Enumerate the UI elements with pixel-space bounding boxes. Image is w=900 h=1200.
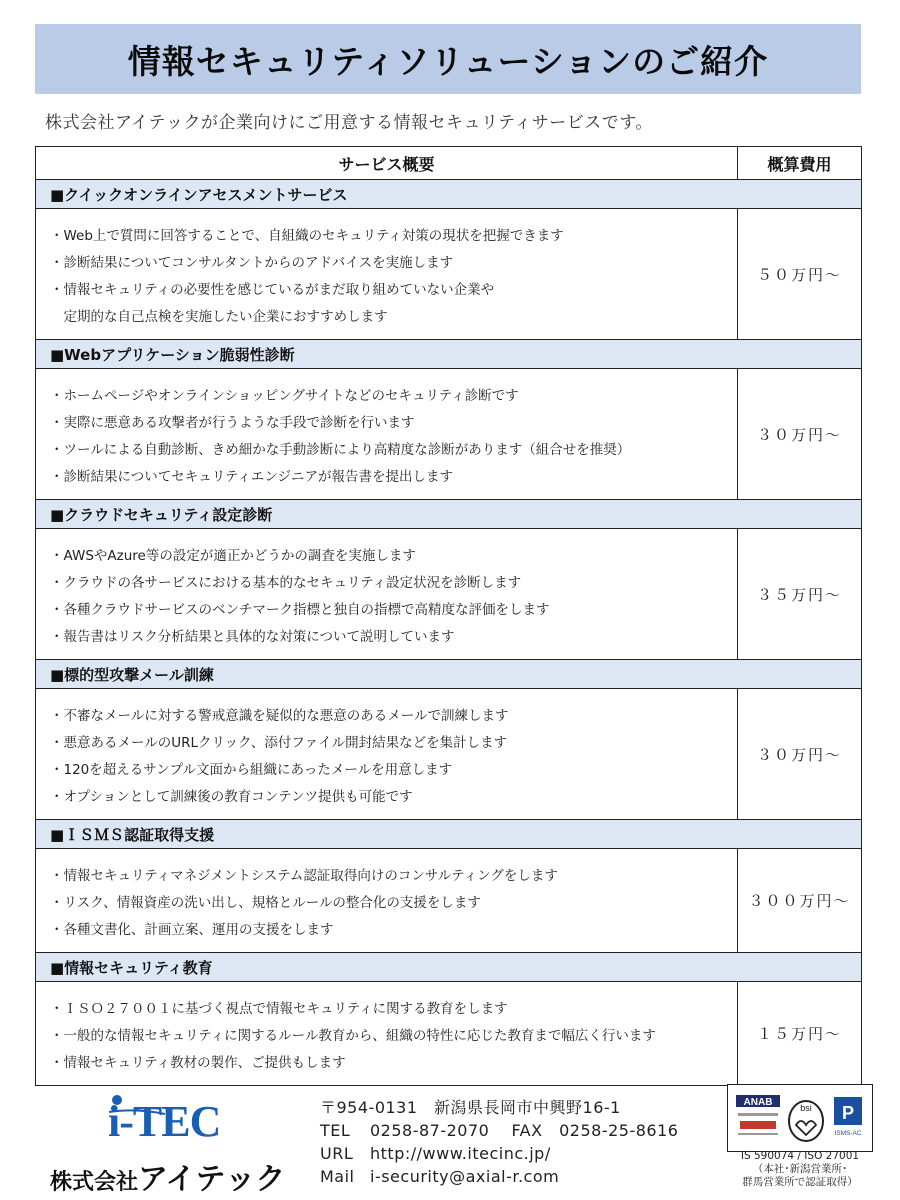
- anab-mark-text: ANAB: [743, 1097, 773, 1108]
- page-subtitle: 株式会社アイテックが企業向けにご用意する情報セキュリティサービスです。: [45, 113, 653, 133]
- service-table-body: [36, 180, 862, 1086]
- description-line: ・報告書はリスク分析結果と具体的な対策について説明しています: [50, 629, 455, 645]
- section-price: １５万円〜: [738, 982, 862, 1086]
- cert-line-2: （本社･新潟営業所･: [752, 1163, 848, 1175]
- description-line: ・ホームページやオンラインショッピングサイトなどのセキュリティ診断です: [50, 388, 519, 404]
- section-body-row: [36, 849, 862, 953]
- description-line: ・一般的な情報セキュリティに関するルール教育から、組織の特性に応じた教育まで幅広く行います: [50, 1028, 656, 1044]
- description-line: 定期的な自己点検を実施したい企業におすすめします: [50, 309, 388, 325]
- title-bar: [35, 24, 861, 94]
- section-price: ３０万円〜: [738, 689, 862, 820]
- section-body-row: [36, 689, 862, 820]
- tel-label: TEL: [320, 1121, 351, 1140]
- section-price: ３００万円〜: [738, 849, 862, 953]
- tel-fax-line: [320, 1119, 678, 1142]
- email-link[interactable]: i-security@axial-r.com: [370, 1167, 560, 1186]
- company-main-name: アイテック: [138, 1162, 286, 1197]
- contact-block: [320, 1096, 678, 1188]
- section-description: [36, 529, 738, 660]
- section-title: ■Webアプリケーション脆弱性診断: [36, 340, 862, 369]
- section-price: ３０万円〜: [738, 369, 862, 500]
- mail-label: Mail: [320, 1167, 355, 1186]
- section-body-row: [36, 529, 862, 660]
- section-title: ■ＩＳＭＳ認証取得支援: [36, 820, 862, 849]
- description-line: ・不審なメールに対する警戒意識を疑似的な悪意のあるメールで訓練します: [50, 708, 509, 724]
- certification-logos: [727, 1084, 873, 1152]
- service-table: [35, 146, 862, 1086]
- description-line: ・情報セキュリティマネジメントシステム認証取得向けのコンサルティングをします: [50, 868, 558, 884]
- fax-number: 0258-25-8616: [559, 1121, 679, 1140]
- mail-line: [320, 1165, 678, 1188]
- section-price: ５０万円〜: [738, 209, 862, 340]
- section-header-row: [36, 953, 862, 982]
- svg-text:P: P: [841, 1103, 855, 1123]
- description-line: ・オプションとして訓練後の教育コンテンツ提供も可能です: [50, 789, 413, 805]
- section-header-row: [36, 660, 862, 689]
- section-title: ■クイックオンラインアセスメントサービス: [36, 180, 862, 209]
- section-body-row: [36, 209, 862, 340]
- description-line: ・各種クラウドサービスのベンチマーク指標と独自の指標で高精度な評価をします: [50, 602, 550, 618]
- fax-label: FAX: [511, 1121, 543, 1140]
- section-header-row: [36, 820, 862, 849]
- table-header-row: [36, 147, 862, 180]
- description-line: ・クラウドの各サービスにおける基本的なセキュリティ設定状況を診断します: [50, 575, 522, 591]
- page-title: 情報セキュリティソリューションのご紹介: [127, 41, 769, 81]
- description-line: ・ツールによる自動診断、きめ細かな手動診断により高精度な診断があります（組合せを推奨）: [50, 442, 631, 458]
- section-description: [36, 209, 738, 340]
- section-header-row: [36, 340, 862, 369]
- url-label: URL: [320, 1144, 354, 1163]
- section-description: [36, 849, 738, 953]
- isms-ac-mark-icon: [830, 1091, 866, 1145]
- bsi-mark-text: bsi: [800, 1103, 812, 1113]
- section-title: ■情報セキュリティ教育: [36, 953, 862, 982]
- description-line: ・情報セキュリティ教材の製作、ご提供もします: [50, 1055, 346, 1071]
- column-header-price: 概算費用: [738, 147, 862, 180]
- description-line: ・AWSやAzure等の設定が適正かどうかの調査を実施します: [50, 548, 416, 564]
- website-link[interactable]: http://www.itecinc.jp/: [370, 1144, 551, 1163]
- description-line: ・リスク、情報資産の洗い出し、規格とルールの整合化の支援をします: [50, 895, 481, 911]
- tel-number: 0258-87-2070: [370, 1121, 490, 1140]
- section-body-row: [36, 982, 862, 1086]
- url-line: [320, 1142, 678, 1165]
- anab-mark-icon: [734, 1091, 782, 1145]
- description-line: ・情報セキュリティの必要性を感じているがまだ取り組めていない企業や: [50, 282, 495, 298]
- logo-text: i-TEC: [108, 1097, 221, 1146]
- company-prefix: 株式会社: [50, 1170, 139, 1195]
- section-header-row: [36, 500, 862, 529]
- cert-line-3: 群馬営業所で認証取得）: [742, 1176, 858, 1188]
- description-line: ・ＩＳＯ２７００１に基づく視点で情報セキュリティに関する教育をします: [50, 1001, 508, 1017]
- section-description: [36, 982, 738, 1086]
- column-header-overview: サービス概要: [36, 147, 738, 180]
- isms-ac-mark-text: ISMS-AC: [834, 1130, 862, 1137]
- certification-text: [720, 1150, 880, 1189]
- company-name: [50, 1154, 285, 1198]
- description-line: ・実際に悪意ある攻撃者が行うような手段で診断を行います: [50, 415, 415, 431]
- section-header-row: [36, 180, 862, 209]
- section-title: ■クラウドセキュリティ設定診断: [36, 500, 862, 529]
- section-body-row: [36, 369, 862, 500]
- description-line: ・各種文書化、計画立案、運用の支援をします: [50, 922, 334, 938]
- cert-line-1: IS 590074 / ISO 27001: [740, 1150, 860, 1162]
- description-line: ・Web上で質問に回答することで、自組織のセキュリティ対策の現状を把握できます: [50, 228, 564, 244]
- description-line: ・診断結果についてセキュリティエンジニアが報告書を提出します: [50, 469, 454, 485]
- description-line: ・120を超えるサンプル文面から組織にあったメールを用意します: [50, 762, 453, 778]
- description-line: ・診断結果についてコンサルタントからのアドバイスを実施します: [50, 255, 454, 271]
- section-title: ■標的型攻撃メール訓練: [36, 660, 862, 689]
- section-description: [36, 689, 738, 820]
- section-price: ３５万円〜: [738, 529, 862, 660]
- bsi-mark-icon: [786, 1091, 826, 1145]
- description-line: ・悪意あるメールのURLクリック、添付ファイル開封結果などを集計します: [50, 735, 508, 751]
- address: 〒954-0131 新潟県長岡市中興野16-1: [320, 1098, 621, 1117]
- section-description: [36, 369, 738, 500]
- footer: [0, 1078, 900, 1200]
